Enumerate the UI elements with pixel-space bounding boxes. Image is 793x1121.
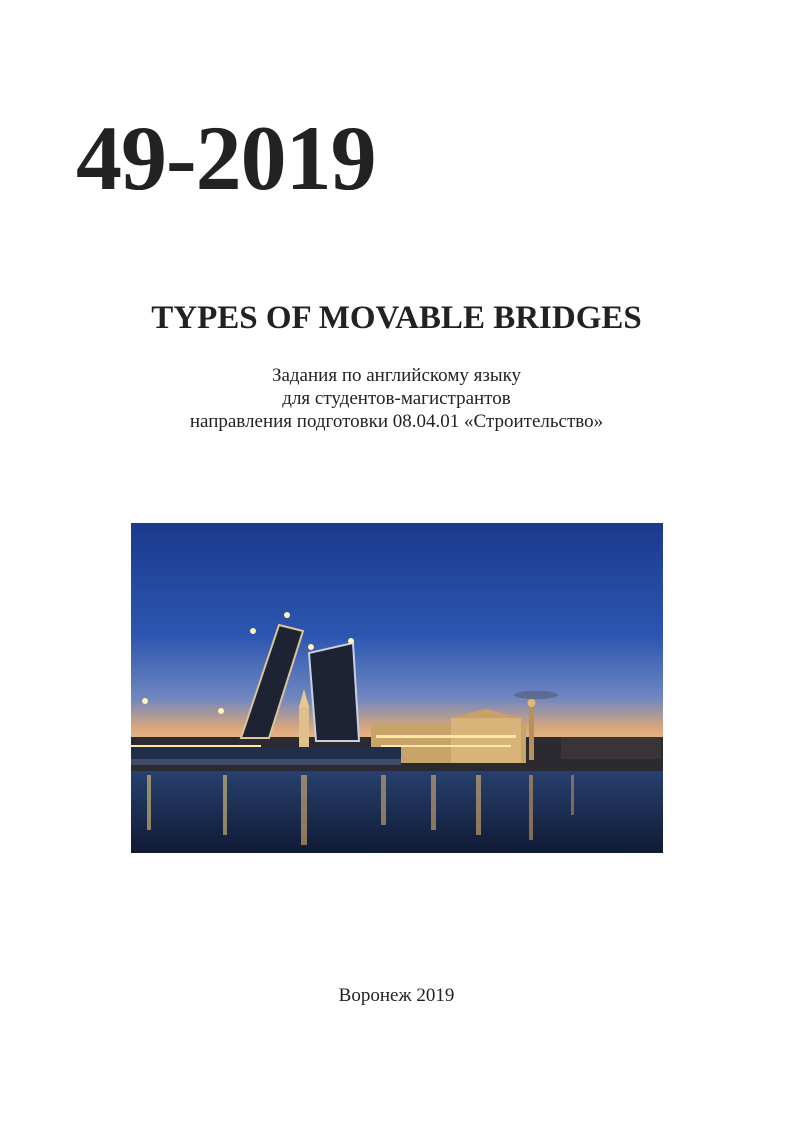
document-title: TYPES OF MOVABLE BRIDGES (151, 300, 642, 336)
bridge-illustration (131, 523, 663, 853)
cover-photo-bridge (131, 523, 663, 853)
cloud (514, 691, 558, 699)
subtitle-line-3: направления подготовки 08.04.01 «Строительство» (189, 411, 604, 432)
river (131, 771, 663, 853)
subtitle-line-2: для студентов-магистрантов (282, 388, 511, 409)
subtitle-line-1: Задания по английскому языку (271, 365, 522, 386)
document-number: 49-2019 (76, 107, 376, 209)
bridge-deck (131, 747, 401, 759)
bascule-leaf-right (309, 643, 359, 741)
publication-place-year: Воронеж 2019 (338, 985, 455, 1006)
document-subtitle (0, 364, 793, 433)
